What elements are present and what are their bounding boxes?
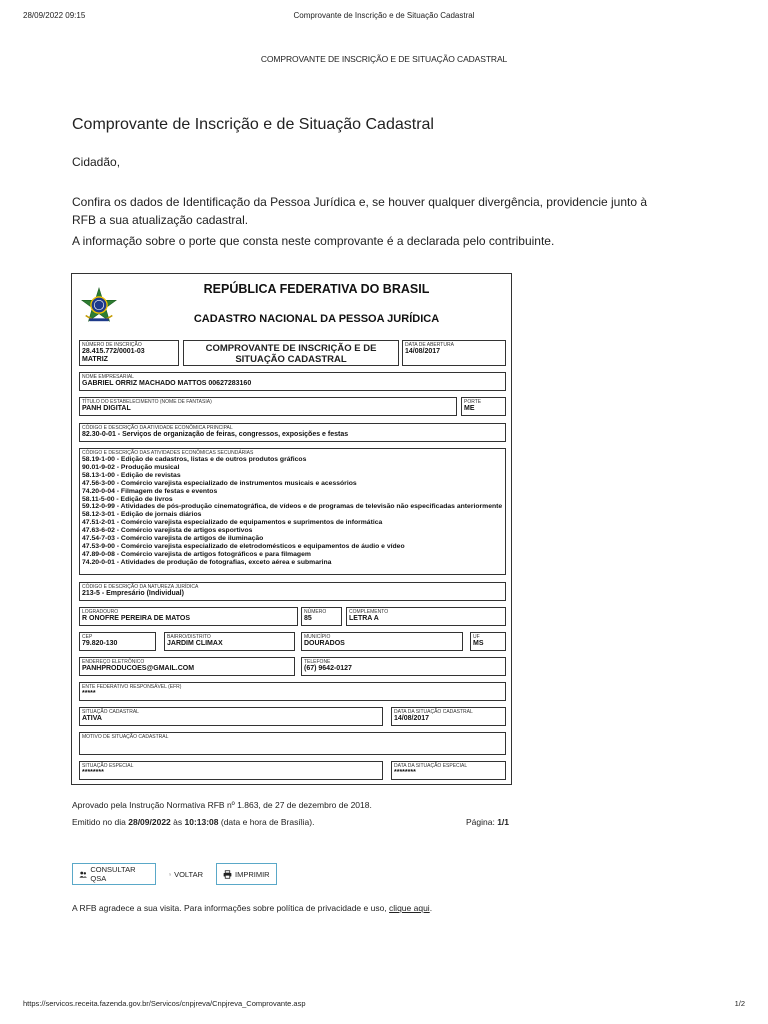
- field-label: NOME EMPRESARIAL: [82, 374, 134, 380]
- emission-date: 28/09/2022: [128, 817, 171, 827]
- bairro-value: JARDIM CLIMAX: [167, 640, 223, 647]
- printer-icon: [223, 870, 232, 879]
- field-label: DATA DA SITUAÇÃO CADASTRAL: [394, 709, 473, 715]
- atividade-secundaria-item: 47.51-2-01 - Comércio varejista especializado de equipamentos e suprimentos de informática: [82, 519, 383, 527]
- field-label: DATA DE ABERTURA: [405, 342, 454, 348]
- porte-value: ME: [464, 405, 475, 412]
- field-label: COMPLEMENTO: [349, 609, 389, 615]
- intro-paragraph: Confira os dados de Identificação da Pessoa Jurídica e, se houver qualquer divergência, providencie junto à RFB a sua atualização cadastral.: [72, 195, 648, 227]
- atividade-principal-box: [79, 423, 506, 442]
- cnpj-heading: CADASTRO NACIONAL DA PESSOA JURÍDICA: [193, 313, 440, 325]
- atividade-secundaria-item: 47.63-6-02 - Comércio varejista de artigos esportivos: [82, 527, 253, 535]
- cep-value: 79.820-130: [82, 640, 118, 647]
- print-page-number: 1/2: [734, 999, 745, 1008]
- privacy-end: .: [429, 903, 433, 913]
- emission-middle: às: [170, 817, 185, 827]
- privacy-link[interactable]: clique aqui: [389, 903, 430, 913]
- atividade-secundaria-item: 47.53-9-00 - Comércio varejista especializado de eletrodomésticos e equipamentos de áudio e vídeo: [82, 542, 405, 550]
- efr-box: [79, 682, 506, 701]
- atividade-secundaria-item: 74.20-0-04 - Filmagem de festas e eventos: [82, 487, 218, 495]
- data-situacao-box: [391, 707, 506, 726]
- efr-value: *****: [82, 690, 96, 697]
- atividade-secundaria-item: 59.12-0-99 - Atividades de pós-produção cinematográfica, de vídeos e de programas de televisão não especificadas anteriormente: [82, 503, 503, 511]
- nome-fantasia-box: [79, 397, 457, 416]
- page-label: Página:: [466, 817, 498, 827]
- consultar-qsa-button[interactable]: [72, 863, 156, 885]
- data-abertura-value: 14/08/2017: [405, 348, 441, 355]
- field-label: MUNICÍPIO: [304, 634, 331, 640]
- uf-value: MS: [473, 640, 484, 647]
- nome-fantasia-value: PANH DIGITAL: [82, 405, 131, 412]
- data-situacao-value: 14/08/2017: [394, 715, 430, 722]
- data-situacao-especial-value: ********: [394, 769, 416, 776]
- numero-value: 85: [304, 615, 312, 622]
- imprimir-button[interactable]: [216, 863, 277, 885]
- field-label: UF: [473, 634, 480, 640]
- republic-heading: REPÚBLICA FEDERATIVA DO BRASIL: [203, 282, 430, 296]
- field-label: CEP: [82, 634, 93, 640]
- email-value: PANHPRODUCOES@GMAIL.COM: [82, 665, 195, 672]
- numero-box: [301, 607, 342, 626]
- data-situacao-especial-box: [391, 761, 506, 780]
- print-url: https://servicos.receita.fazenda.gov.br/Servicos/cnpjreva/Cnpjreva_Comprovante.asp: [23, 999, 306, 1008]
- cnpj-certificate: [71, 273, 512, 785]
- privacy-note: [72, 903, 432, 913]
- print-datetime: 28/09/2022 09:15: [23, 11, 86, 20]
- nome-empresarial-box: [79, 372, 506, 391]
- atividade-secundaria-item: 58.11-5-00 - Edição de livros: [82, 495, 173, 503]
- field-label: NÚMERO: [304, 609, 327, 615]
- field-label: SITUAÇÃO ESPECIAL: [82, 763, 134, 769]
- emission-prefix: Emitido no dia: [72, 817, 129, 827]
- logradouro-box: [79, 607, 298, 626]
- cep-box: [79, 632, 156, 651]
- privacy-text: A RFB agradece a sua visita. Para informações sobre política de privacidade e uso,: [72, 903, 390, 913]
- greeting: Cidadão,: [72, 155, 121, 169]
- atividade-secundaria-item: 90.01-9-02 - Produção musical: [82, 463, 180, 471]
- field-label: NÚMERO DE INSCRIÇÃO: [82, 342, 142, 348]
- undo-icon: [169, 870, 171, 879]
- field-label: PORTE: [464, 399, 482, 405]
- voltar-button[interactable]: [163, 863, 209, 885]
- field-label: MOTIVO DE SITUAÇÃO CADASTRAL: [82, 734, 169, 740]
- numero-inscricao-box: [79, 340, 179, 366]
- logradouro-value: R ONOFRE PEREIRA DE MATOS: [82, 615, 190, 622]
- users-icon: [79, 870, 87, 879]
- email-box: [79, 657, 295, 676]
- situacao-especial-box: [79, 761, 383, 780]
- field-label: CÓDIGO E DESCRIÇÃO DAS ATIVIDADES ECONÔMICAS SECUNDÁRIAS: [82, 450, 254, 456]
- situacao-box: [79, 707, 383, 726]
- matriz-value: MATRIZ: [82, 356, 108, 363]
- comprovante-title-box: [183, 340, 399, 366]
- field-label: CÓDIGO E DESCRIÇÃO DA NATUREZA JURÍDICA: [82, 584, 199, 590]
- page-title: Comprovante de Inscrição e de Situação Cadastral: [72, 116, 434, 133]
- data-abertura-box: [402, 340, 506, 366]
- motivo-box: [79, 732, 506, 755]
- porte-note: A informação sobre o porte que consta neste comprovante é a declarada pelo contribuinte.: [72, 234, 555, 248]
- voltar-label: VOLTAR: [174, 869, 203, 879]
- approval-note: Aprovado pela Instrução Normativa RFB nº 1.863, de 27 de dezembro de 2018.: [72, 800, 372, 810]
- uf-box: [470, 632, 506, 651]
- bairro-box: [164, 632, 295, 651]
- natureza-juridica-box: [79, 582, 506, 601]
- atividade-secundaria-item: 47.89-0-08 - Comércio varejista de artigos fotográficos e para filmagem: [82, 550, 311, 558]
- emission-time: 10:13:08: [184, 817, 219, 827]
- imprimir-label: IMPRIMIR: [235, 869, 270, 879]
- print-title: Comprovante de Inscrição e de Situação Cadastral: [293, 11, 475, 20]
- atividade-secundaria-item: 47.54-7-03 - Comércio varejista de artigos de iluminação: [82, 535, 264, 543]
- field-label: LOGRADOURO: [82, 609, 119, 615]
- field-label: ENTE FEDERATIVO RESPONSÁVEL (EFR): [82, 684, 182, 690]
- emission-info: [72, 817, 314, 827]
- atividade-secundaria-item: 58.12-3-01 - Edição de jornais diários: [82, 511, 202, 519]
- field-label: BAIRRO/DISTRITO: [167, 634, 211, 640]
- natureza-juridica-value: 213-5 - Empresário (Individual): [82, 590, 184, 597]
- complemento-box: [346, 607, 506, 626]
- telefone-box: [301, 657, 506, 676]
- atividade-secundaria-item: 58.19-1-00 - Edição de cadastros, listas e de outros produtos gráficos: [82, 456, 307, 463]
- atividade-secundaria-item: 74.20-0-01 - Atividades de produção de fotografias, exceto aérea e submarina: [82, 558, 332, 566]
- atividade-secundaria-item: 47.56-3-00 - Comércio varejista especializado de instrumentos musicais e acessórios: [82, 479, 357, 487]
- field-label: ENDEREÇO ELETRÔNICO: [82, 659, 145, 665]
- field-label: TELEFONE: [304, 659, 331, 665]
- field-label: CÓDIGO E DESCRIÇÃO DA ATIVIDADE ECONÔMICA PRINCIPAL: [82, 425, 233, 431]
- top-caption: COMPROVANTE DE INSCRIÇÃO E DE SITUAÇÃO CADASTRAL: [260, 54, 508, 64]
- consultar-qsa-label: CONSULTAR QSA: [90, 865, 136, 883]
- field-label: SITUAÇÃO CADASTRAL: [82, 709, 139, 715]
- atividade-principal-value: 82.30-0-01 - Serviços de organização de feiras, congressos, exposições e festas: [82, 431, 349, 438]
- page-value: 1/1: [497, 817, 510, 827]
- atividades-secundarias-box: [79, 448, 506, 575]
- municipio-box: [301, 632, 463, 651]
- print-footer: [23, 999, 745, 1011]
- emission-suffix: (data e hora de Brasília).: [218, 817, 315, 827]
- situacao-especial-value: ********: [82, 769, 104, 776]
- nome-empresarial-value: GABRIEL ORRIZ MACHADO MATTOS 00627283160: [82, 380, 252, 387]
- field-label: DATA DA SITUAÇÃO ESPECIAL: [394, 763, 468, 769]
- coat-of-arms-icon: [80, 287, 118, 325]
- print-header: [23, 11, 745, 23]
- field-label: TÍTULO DO ESTABELECIMENTO (NOME DE FANTASIA): [82, 399, 212, 405]
- complemento-value: LETRA A: [349, 615, 379, 622]
- municipio-value: DOURADOS: [304, 640, 345, 647]
- porte-box: [461, 397, 506, 416]
- comprovante-title: COMPROVANTE DE INSCRIÇÃO E DE SITUAÇÃO CADASTRAL: [205, 343, 377, 365]
- cnpj-number: 28.415.772/0001-03: [82, 348, 145, 355]
- telefone-value: (67) 9642-0127: [304, 665, 352, 672]
- atividade-secundaria-item: 58.13-1-00 - Edição de revistas: [82, 471, 181, 479]
- situacao-value: ATIVA: [82, 715, 102, 722]
- page-indicator: [466, 817, 509, 827]
